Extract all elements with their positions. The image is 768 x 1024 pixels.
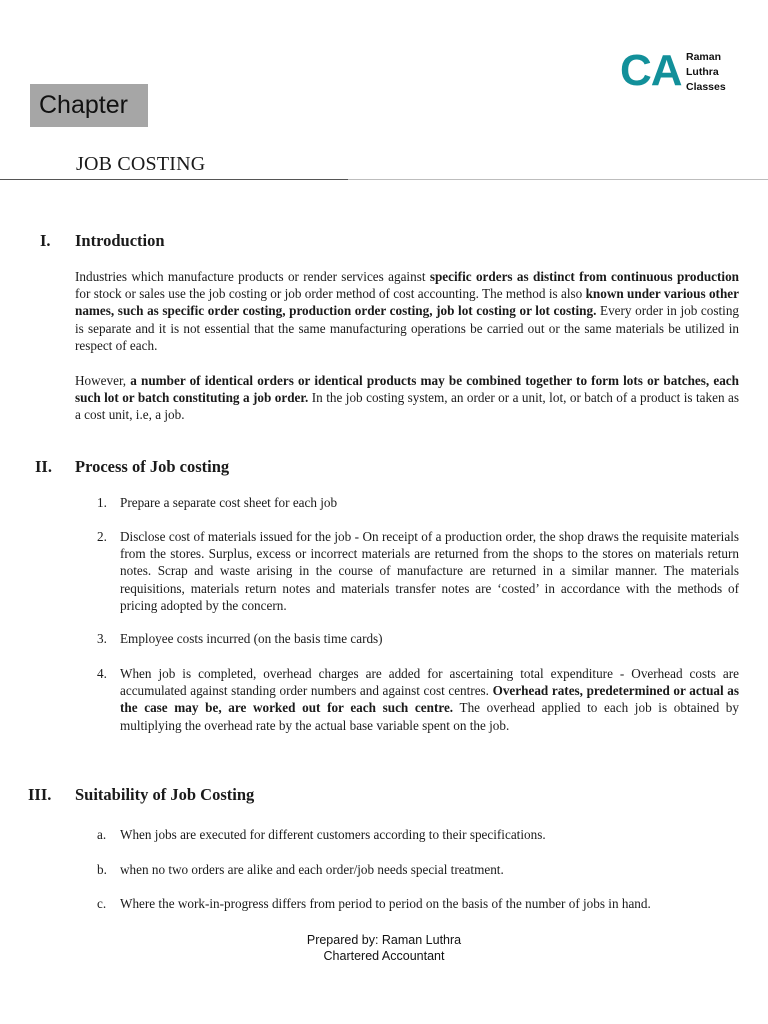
- body-text: Industries which manufacture products or render services against: [75, 269, 430, 284]
- logo-mark: CA: [620, 46, 682, 95]
- page-title: JOB COSTING: [76, 153, 206, 175]
- emphasis-text: Overhead rates, predetermined or actual as the case may be, are worked out for each such centre.: [120, 683, 739, 716]
- list-item-text: [120, 665, 739, 734]
- list-item-text: [120, 494, 739, 511]
- list-marker: a.: [97, 827, 107, 842]
- body-text: Every order in job costing is separate and it is not essential that the same manufacturing operations be carried out or the same materials be utilized in respect of each.: [75, 303, 740, 353]
- list-item-text: [120, 826, 739, 843]
- list-item-text: [120, 528, 739, 614]
- body-text: In the job costing system, an order or a unit, lot, or batch of a product is taken as a cost unit, i.e, a job.: [75, 390, 740, 423]
- list-marker: c.: [97, 896, 107, 911]
- body-text: Where the work-in-progress differs from period to period on the basis of the number of jobs in hand.: [120, 896, 651, 911]
- brand-logo: [620, 48, 740, 98]
- body-text: When jobs are executed for different customers according to their specifications.: [120, 827, 546, 842]
- list-item-text: [120, 630, 739, 647]
- section-number: I.: [40, 231, 51, 250]
- list-marker: b.: [97, 862, 107, 877]
- section-title: Suitability of Job Costing: [75, 785, 255, 804]
- list-marker: 1.: [97, 495, 107, 510]
- logo-wordmark: [686, 50, 726, 95]
- list-marker: 4.: [97, 666, 107, 681]
- section-title: Process of Job costing: [75, 457, 230, 476]
- section-number: II.: [35, 457, 52, 476]
- emphasis-text: a number of identical orders or identical products may be combined together to form lots or batches, each such lot or batch constituting a job order.: [75, 373, 739, 406]
- intro-paragraph-1: [75, 268, 739, 354]
- intro-paragraph-2: [75, 372, 739, 424]
- emphasis-text: known under various other names, such as specific order costing, production order costing, job lot costing or lot costing.: [75, 286, 739, 319]
- body-text: for stock or sales use the job costing or job order method of cost accounting. The method is also: [75, 286, 586, 302]
- title-divider-accent: [0, 179, 348, 180]
- footer-credential: Chartered Accountant: [323, 949, 445, 963]
- body-text: When job is completed, overhead charges are added for ascertaining total expenditure - Overhead costs are accumulated against standing order numbers and against cost centres.: [120, 666, 739, 699]
- body-text: Prepare a separate cost sheet for each job: [120, 495, 338, 510]
- section-number: III.: [28, 785, 52, 804]
- body-text: The overhead applied to each job is obtained by multiplying the overhead rate by the actual base variable spent on the job.: [120, 700, 739, 733]
- emphasis-text: specific orders as distinct from continuous production: [429, 269, 739, 284]
- chapter-label: Chapter: [30, 84, 148, 127]
- logo-line: Classes: [686, 81, 726, 93]
- body-text: However,: [75, 373, 131, 388]
- body-text: Disclose cost of materials issued for the job - On receipt of a production order, the shop draws the requisite materials from the stores. Surplus, excess or incorrect materials are returned from the shops to the stores on materials return notes. Scrap and waste arising in the course of manufacture are returned in a similar manner. The materials requisitions, materials return notes and materials transfer notes are ‘costed’ in accordance with the methods of pricing adopted by the concern.: [120, 529, 739, 613]
- list-marker: 2.: [97, 529, 107, 544]
- list-item-text: [120, 861, 739, 878]
- list-item-text: [120, 895, 739, 912]
- section-title: Introduction: [75, 231, 165, 250]
- footer-author: Prepared by: Raman Luthra: [306, 933, 462, 947]
- list-marker: 3.: [97, 631, 107, 646]
- logo-line: Raman: [686, 51, 722, 63]
- body-text: Employee costs incurred (on the basis time cards): [120, 631, 383, 646]
- page-footer: [234, 932, 534, 964]
- body-text: when no two orders are alike and each order/job needs special treatment.: [120, 862, 504, 877]
- logo-line: Luthra: [686, 66, 719, 78]
